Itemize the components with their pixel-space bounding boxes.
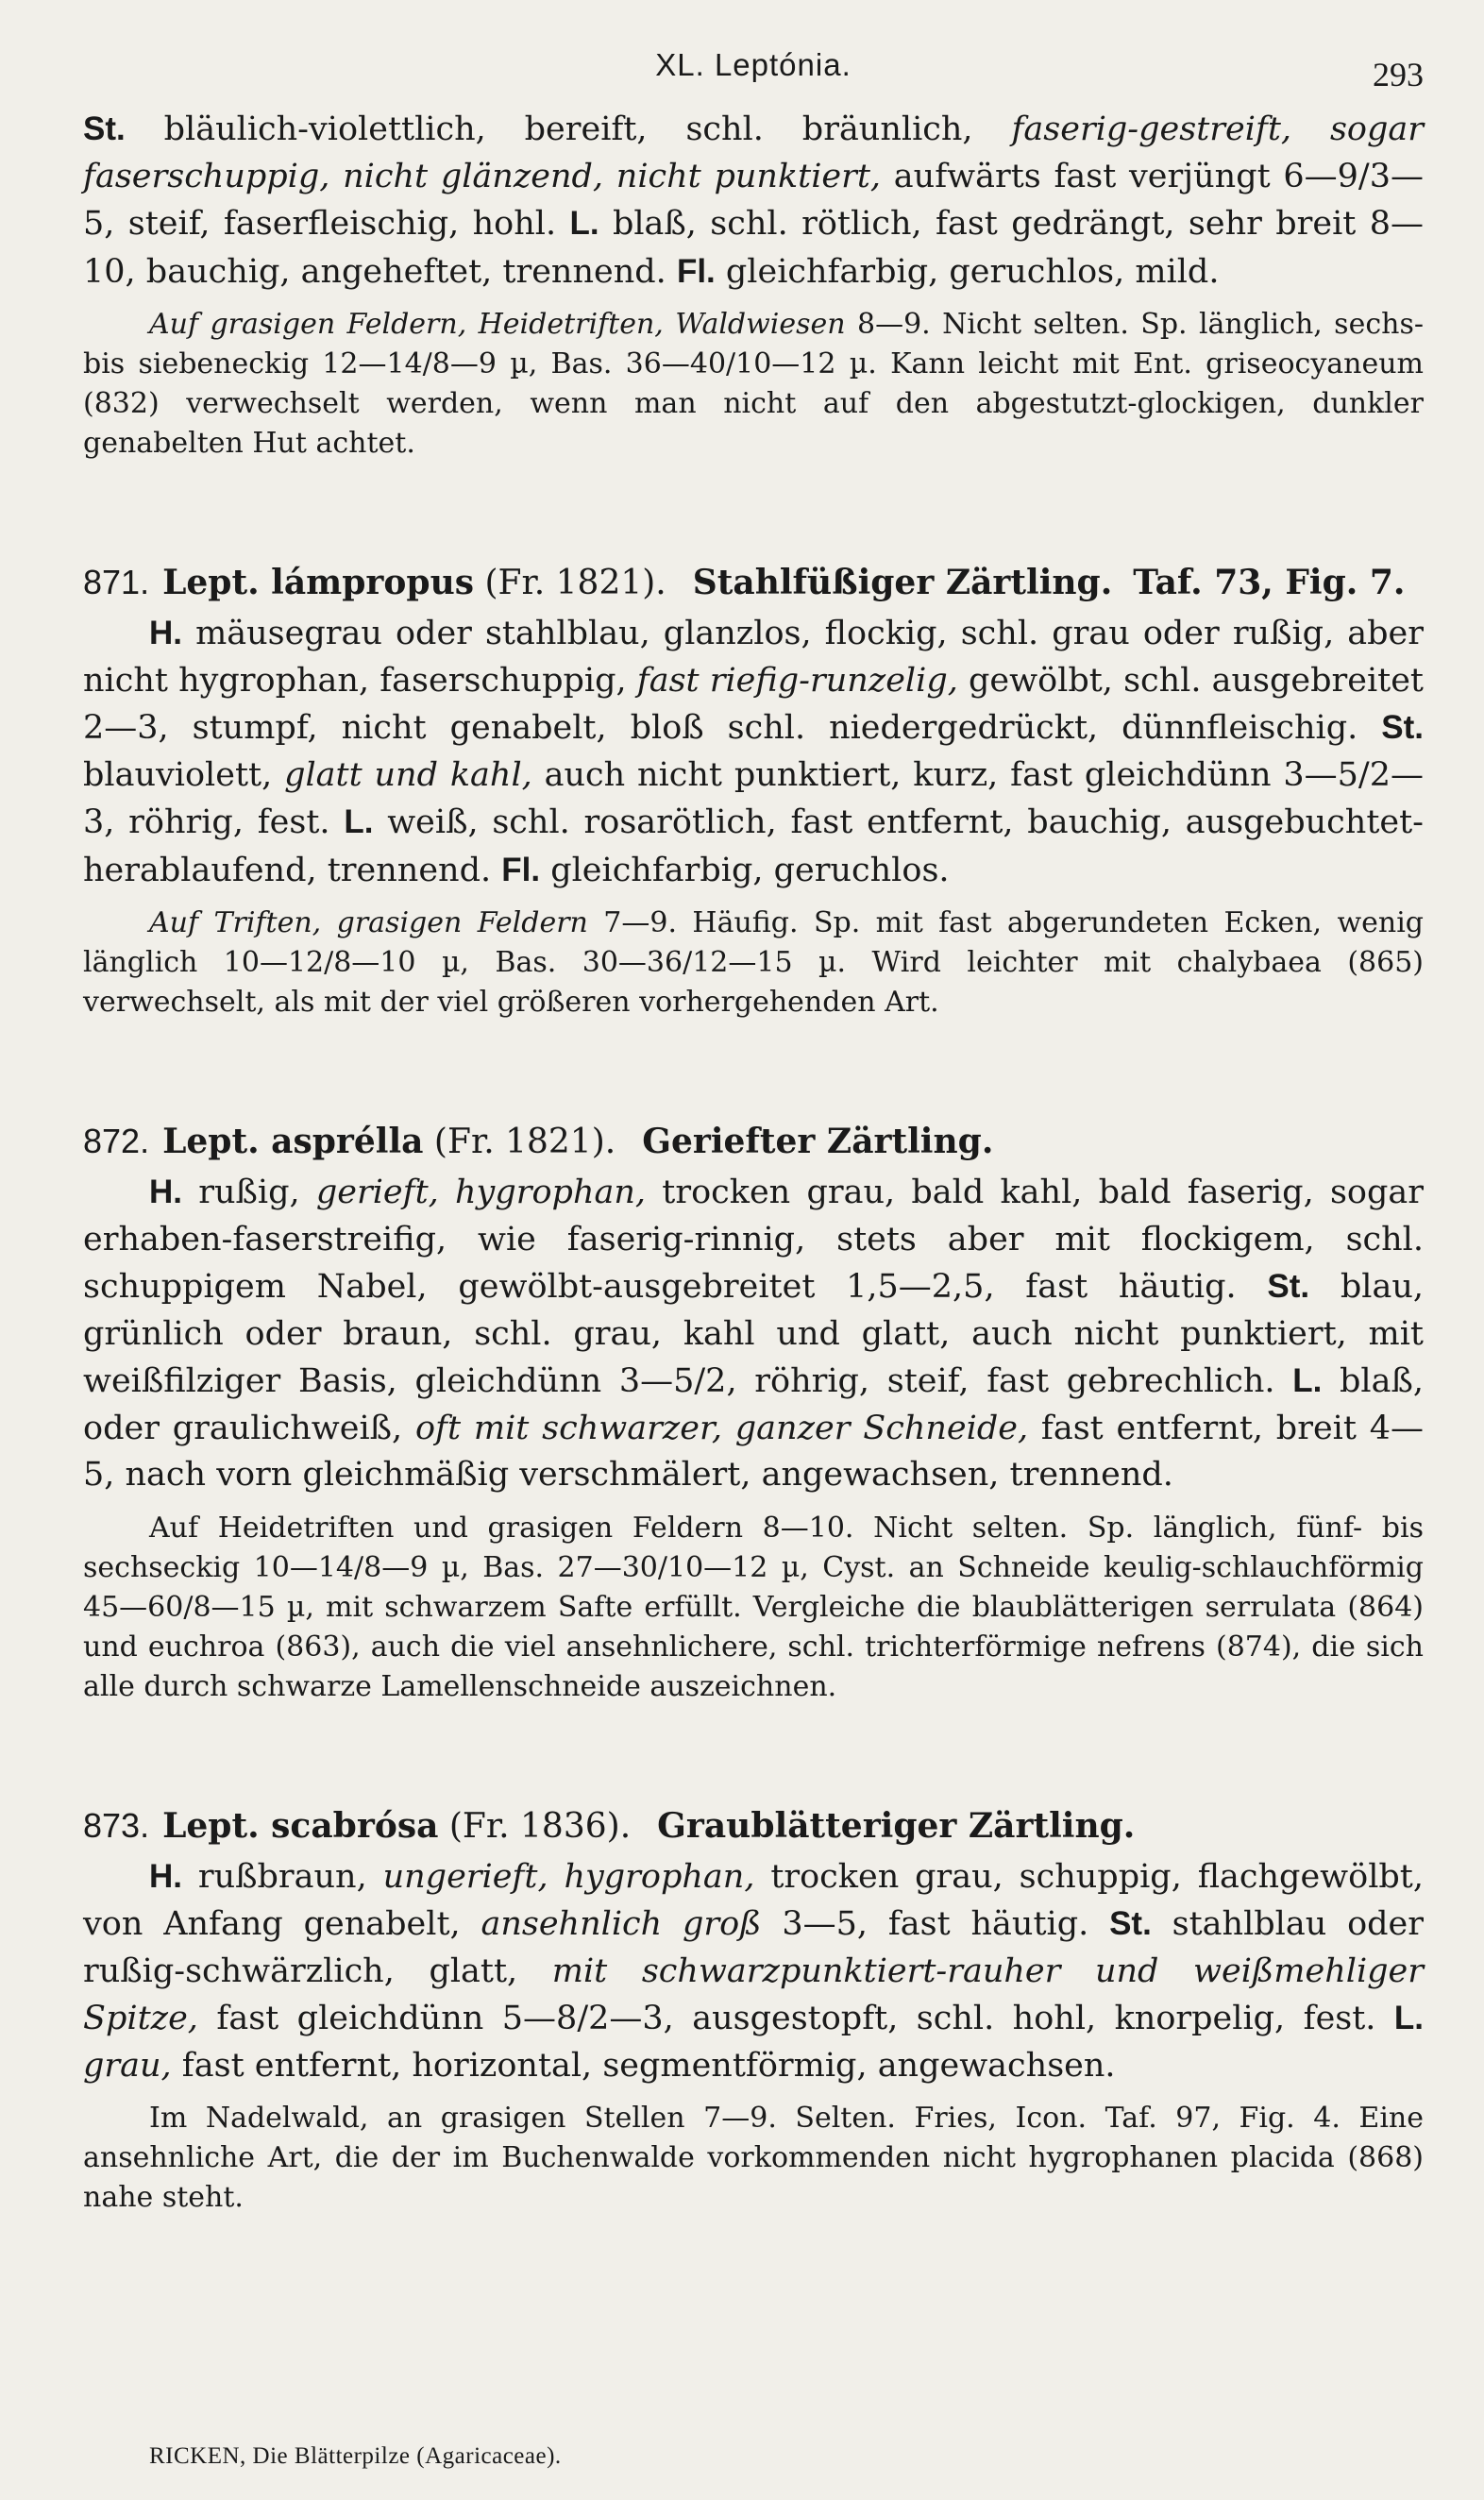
lamellae-label: L. xyxy=(1292,1362,1323,1399)
lamellae-text: fast entfernt, horizontal, segmentförmig, angewachsen. xyxy=(171,2046,1116,2085)
cap-text-italic: ungerieft, hygrophan, xyxy=(382,1857,755,1896)
entry-description xyxy=(83,1169,1424,1499)
entry-habitat xyxy=(83,904,1424,1022)
stem-text: bläulich-violettlich, bereift, schl. bräunlich, xyxy=(125,110,1012,148)
species-author: (Fr. 1821). xyxy=(423,1123,616,1161)
species-author: (Fr. 1821). xyxy=(474,564,666,602)
stem-text-2: aufwärts fast verjüngt 6—9/3—5, steif, faserfleischig, hohl. xyxy=(83,157,1424,243)
stem-label: St. xyxy=(1109,1905,1152,1942)
german-name: Stahlfüßiger Zärtling. xyxy=(692,563,1113,602)
flesh-text: gleichfarbig, geruchlos. xyxy=(540,851,950,889)
entry-871 xyxy=(83,558,1424,1022)
stem-text-2: auch nicht punktiert, kurz, fast gleichdünn 3—5/2—3, röhrig, fest. xyxy=(83,755,1424,841)
lamellae-label: L. xyxy=(344,803,374,840)
page-number: 293 xyxy=(1373,56,1424,93)
stem-label: St. xyxy=(1381,709,1424,746)
lamellae-label: L. xyxy=(1393,2000,1424,2036)
stem-text-italic: faserig-gestreift, sogar faserschuppig, nicht glänzend, nicht punktiert, xyxy=(83,110,1424,195)
cap-text: rußbraun, xyxy=(182,1857,383,1896)
lamellae-text-italic: grau, xyxy=(83,2046,172,2085)
entry-title xyxy=(83,558,1424,608)
entry-number: 872. xyxy=(83,1122,150,1160)
cap-text-3: 3—5, fast häutig. xyxy=(761,1905,1110,1943)
continuation-habitat xyxy=(83,305,1424,464)
entry-habitat: Auf Heidetriften und grasigen Feldern 8—10. Nicht selten. Sp. länglich, fünf- bis sechseckig 10—14/8—9 µ, Bas. 27—30/10—12 µ, Cyst. an Schneide keulig-schlauchförmig 45—60/8—15 µ, mit schwarzem Safte erfüllt. Vergleiche die blaublätterigen serrulata (864) und euchroa (863), auch die viel ansehnlichere, schl. trichterförmige nefrens (874), die sich alle durch schwarze Lamellenschneide auszeichnen. xyxy=(83,1511,1424,1703)
flesh-label: Fl. xyxy=(501,851,541,888)
book-page xyxy=(83,38,1424,2474)
species-author: (Fr. 1836). xyxy=(438,1806,632,1846)
stem-text: stahlblau oder rußig-schwärzlich, glatt, xyxy=(83,1905,1425,1990)
entry-title xyxy=(83,1117,1424,1167)
cap-text-2: trocken grau, bald kahl, bald faserig, sogar erhaben-faserstreifig, wie faserig-rinnig, stets aber mit flockigem, schl. schuppigem Nabel, gewölbt-ausgebreitet 1,5—2,5, fast häutig. xyxy=(83,1174,1424,1306)
cap-label: H. xyxy=(149,1857,182,1895)
entry-habitat: Im Nadelwald, an grasigen Stellen 7—9. Selten. Fries, Icon. Taf. 97, Fig. 4. Eine ansehnliche Art, die der im Buchenwalde vorkommenden nicht hygrophanen placida (868) nahe steht. xyxy=(83,2102,1424,2214)
entry-description xyxy=(83,610,1424,894)
german-name: Graublätteriger Zärtling. xyxy=(657,1805,1136,1846)
cap-text-italic: gerieft, hygrophan, xyxy=(315,1174,647,1211)
entry-title xyxy=(83,1801,1424,1851)
habitat-text: 7—9. Häufig. Sp. mit fast abgerundeten Ecken, wenig länglich 10—12/8—10 µ, Bas. 30—36/12—15 µ. Wird leichter mit chalybaea (865) verwechselt, als mit der viel größeren vorhergehenden Art. xyxy=(83,906,1424,1019)
stem-label: St. xyxy=(1267,1268,1310,1305)
cap-text-2: gewölbt, schl. ausgebreitet 2—3, stumpf, nicht genabelt, bloß schl. niedergedrückt, dünnfleischig. xyxy=(83,661,1424,747)
page-footer: RICKEN, Die Blätterpilze (Agaricaceae). xyxy=(149,2443,562,2469)
habitat-text: 8—9. Nicht selten. Sp. länglich, sechs- bis siebeneckig 12—14/8—9 µ, Bas. 36—40/10—12 µ. Kann leicht mit Ent. griseocyaneum (832) verwechselt werden, wenn man nicht auf den abgestutzt-glockigen, dunkler genabelten Hut achtet. xyxy=(83,308,1424,460)
cap-text-italic: fast riefig-runzelig, xyxy=(636,661,958,700)
page-header xyxy=(83,38,1424,104)
entry-873 xyxy=(83,1801,1424,2219)
plate-reference: Taf. 73, Fig. 7. xyxy=(1133,563,1406,602)
stem-text: blauviolett, xyxy=(83,755,285,794)
species-name: Lept. lámpropus xyxy=(162,563,475,602)
entry-description xyxy=(83,1853,1424,2090)
lamellae-text: blaß, schl. rötlich, fast gedrängt, sehr breit 8—10, bauchig, angeheftet, trennend. xyxy=(83,205,1424,291)
cap-label: H. xyxy=(149,615,182,651)
flesh-label: Fl. xyxy=(676,252,716,290)
lamellae-label: L. xyxy=(569,205,599,242)
habitat-italic: Auf grasigen Feldern, Heidetriften, Waldwiesen xyxy=(149,308,846,341)
entry-number: 871. xyxy=(83,563,150,601)
continuation-description xyxy=(83,106,1424,296)
lamellae-text-italic: oft mit schwarzer, ganzer Schneide, xyxy=(414,1409,1029,1447)
stem-text-2: fast gleichdünn 5—8/2—3, ausgestopft, schl. hohl, knorpelig, fest. xyxy=(197,2000,1394,2037)
cap-text-italic-2: ansehnlich groß xyxy=(481,1905,762,1943)
cap-label: H. xyxy=(149,1174,182,1210)
species-name: Lept. asprélla xyxy=(162,1122,424,1161)
stem-text-italic: glatt und kahl, xyxy=(284,755,532,794)
running-title: XL. Leptónia. xyxy=(655,47,852,82)
habitat-italic: Auf Triften, grasigen Feldern xyxy=(149,906,588,939)
flesh-text: gleichfarbig, geruchlos, mild. xyxy=(715,252,1220,291)
stem-text-italic: mit schwarzpunktiert-rauher und weißmehliger Spitze, xyxy=(83,1951,1424,2037)
entry-number: 873. xyxy=(83,1805,150,1845)
cap-text: mäusegrau oder stahlblau, glanzlos, flockig, schl. grau oder rußig, aber nicht hygrophan, faserschuppig, xyxy=(83,615,1424,700)
stem-label: St. xyxy=(83,110,126,147)
lamellae-text: weiß, schl. rosarötlich, fast entfernt, bauchig, ausgebuchtet-herablaufend, trennend. xyxy=(83,803,1424,889)
cap-text: rußig, xyxy=(182,1174,316,1211)
cap-text-2: trocken grau, schuppig, flachgewölbt, von Anfang genabelt, xyxy=(83,1857,1424,1943)
lamellae-text-2: fast entfernt, breit 4—5, nach vorn gleichmäßig verschmälert, angewachsen, trennend. xyxy=(83,1409,1424,1494)
species-name: Lept. scabrósa xyxy=(162,1805,439,1846)
entry-872 xyxy=(83,1117,1424,1707)
lamellae-text: blaß, oder graulichweiß, xyxy=(83,1362,1424,1447)
stem-text: blau, grünlich oder braun, schl. grau, kahl und glatt, auch nicht punktiert, mit weißfilziger Basis, gleichdünn 3—5/2, röhrig, steif, fast gebrechlich. xyxy=(83,1268,1424,1400)
german-name: Geriefter Zärtling. xyxy=(642,1122,994,1161)
